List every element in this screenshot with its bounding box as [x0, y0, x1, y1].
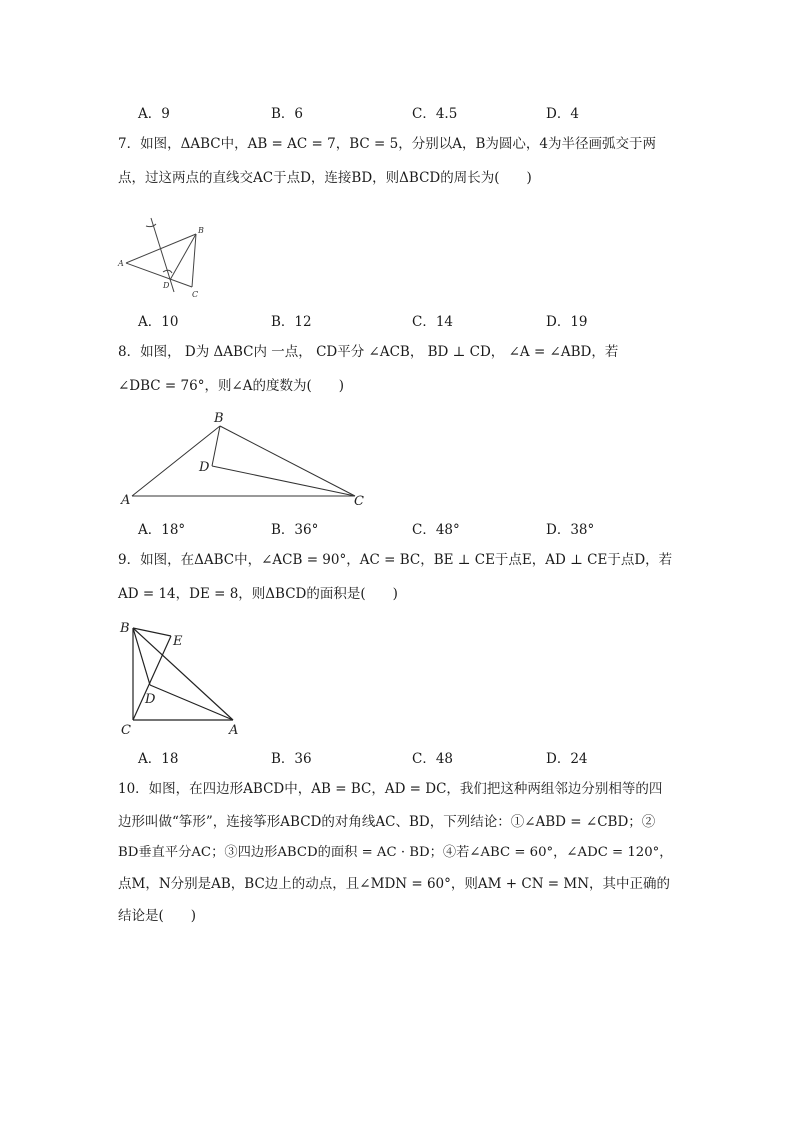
q7-stem-line2: 点，过这两点的直线交AC于点D，连接BD，则ΔBCD的周长为( ) [118, 170, 532, 186]
q8-label-d: D [199, 460, 210, 475]
q8-side-bc [220, 426, 355, 496]
q10-stem-line3: BD垂直平分AC；③四边形ABCD的面积 = AC · BD；④若∠ABC = 60°，∠ADC = 120°， [118, 845, 673, 860]
q8-segment-dc [212, 466, 355, 496]
q8-stem-line1: 8．如图， D为 ΔABC内 一点， CD平分 ∠ACB， BD ⊥ CD， ∠A = ∠ABD，若 [118, 344, 619, 360]
q7-segment-bd [170, 234, 196, 280]
q7-arc-upper [146, 224, 156, 227]
q8-label-b: B [214, 411, 224, 426]
q6-options [138, 102, 698, 122]
q7-label-d: D [163, 281, 170, 290]
q6-option-b[interactable]: B．6 [271, 106, 304, 122]
q7-options [138, 310, 698, 330]
q9-label-e: E [173, 634, 183, 649]
q9-option-a[interactable]: A．18 [138, 751, 179, 767]
q9-segment-be [133, 628, 171, 636]
q7-label-a: A [118, 259, 124, 268]
q8-figure [112, 408, 382, 512]
q9-option-b[interactable]: B．36 [271, 751, 312, 767]
q7-figure [112, 212, 212, 304]
q8-stem-line2: ∠DBC = 76°，则∠A的度数为( ) [118, 378, 345, 394]
q9-stem-line1: 9．如图，在ΔABC中，∠ACB = 90°，AC = BC，BE ⊥ CE于点E，AD ⊥ CE于点D，若 [118, 552, 673, 568]
q6-option-d[interactable]: D．4 [546, 106, 579, 122]
q8-label-a: A [121, 493, 131, 508]
q9-stem-line2: AD = 14，DE = 8，则ΔBCD的面积是( ) [118, 586, 398, 602]
q9-label-b: B [120, 621, 130, 636]
q7-option-d[interactable]: D．19 [546, 314, 588, 330]
q8-option-a[interactable]: A．18° [138, 522, 186, 538]
q6-option-a[interactable]: A．9 [138, 106, 170, 122]
q7-side-ac [126, 263, 192, 287]
q7-option-c[interactable]: C．14 [412, 314, 454, 330]
q9-label-d: D [145, 692, 156, 707]
q10-stem-line2: 边形叫做“筝形”，连接筝形ABCD的对角线AC、BD，下列结论：①∠ABD = ∠CBD；② [118, 814, 656, 830]
q7-label-c: C [192, 290, 199, 299]
q9-option-c[interactable]: C．48 [412, 751, 454, 767]
q10-stem-line5: 结论是( ) [118, 908, 197, 924]
q7-side-bc [192, 234, 196, 287]
q7-option-b[interactable]: B．12 [271, 314, 312, 330]
q9-label-c: C [121, 723, 131, 738]
q7-label-b: B [198, 226, 204, 235]
q8-option-b[interactable]: B．36° [271, 522, 319, 538]
q8-label-c: C [354, 494, 364, 509]
q9-options [138, 747, 698, 767]
q10-stem-line4: 点M，N分别是AB，BC边上的动点，且∠MDN = 60°，则AM + CN = MN，其中正确的 [118, 876, 671, 892]
q10-stem-line1: 10．如图，在四边形ABCD中，AB = BC，AD = DC，我们把这种两组邻边分别相等的四 [118, 781, 663, 797]
q8-option-c[interactable]: C．48° [412, 522, 460, 538]
q8-option-d[interactable]: D．38° [546, 522, 595, 538]
q7-option-a[interactable]: A．10 [138, 314, 179, 330]
q7-stem-line1: 7．如图，ΔABC中，AB = AC = 7，BC = 5，分别以A，B为圆心，4为半径画弧交于两 [118, 136, 656, 152]
q9-label-a: A [229, 723, 239, 738]
q8-options [138, 518, 698, 538]
q6-option-c[interactable]: C．4.5 [412, 106, 458, 122]
q9-option-d[interactable]: D．24 [546, 751, 588, 767]
q9-segment-ad [150, 685, 233, 720]
q9-figure [112, 616, 252, 740]
